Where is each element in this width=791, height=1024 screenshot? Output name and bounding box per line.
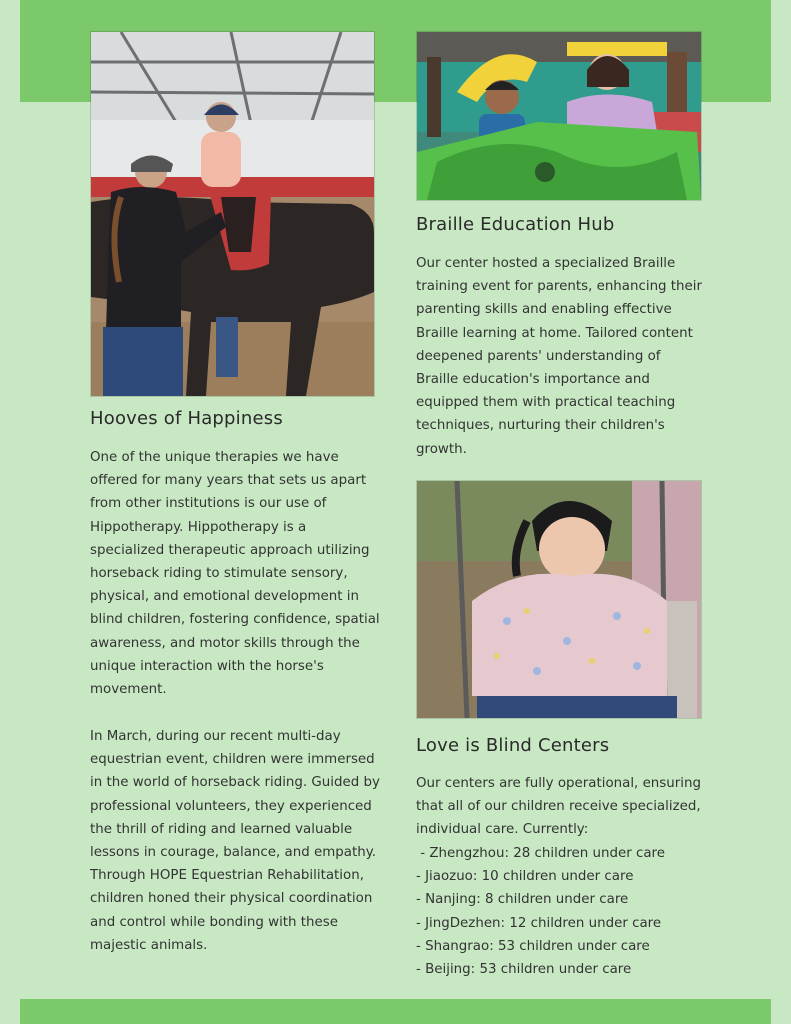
center-city: Shangrao: [425, 938, 490, 954]
centers-list: [416, 842, 716, 981]
center-count: 28: [513, 846, 531, 861]
center-prefix: -: [416, 892, 426, 908]
center-list-item: - Zhengzhou: 28 children under care: [416, 846, 666, 861]
center-prefix: -: [416, 962, 426, 978]
center-prefix: -: [416, 869, 426, 885]
center-list-item: - Beijing: 53 children under care: [416, 962, 632, 978]
center-count: 53: [497, 938, 516, 954]
center-count: 12: [509, 915, 527, 931]
center-list-item: - Nanjing: 8 children under care: [416, 892, 629, 908]
center-suffix: children under care: [515, 938, 650, 954]
center-list-item: - JingDezhen: 12 children under care: [416, 915, 662, 931]
center-list-item: - Jiaozuo: 10 children under care: [416, 869, 634, 885]
center-suffix: children under care: [526, 915, 662, 931]
footer-band: [20, 999, 771, 1024]
center-city: Beijing: [425, 962, 471, 978]
center-count: 8: [485, 892, 494, 908]
hooves-title: Hooves of Happiness: [90, 408, 283, 429]
center-prefix: -: [416, 938, 426, 954]
hooves-paragraph-1: One of the unique therapies we have offered for many years that sets us apart from other institutions is our use of Hippotherapy. Hippotherapy is a specialized therapeutic approach utilizing horseback riding to stimulate sensory, physical, and emotional development in blind children, fostering confidence, spatial awareness, and motor skills through the unique interaction with the horse's movement.: [90, 450, 380, 698]
centers-title: Love is Blind Centers: [416, 735, 610, 756]
center-list-item: - Shangrao: 53 children under care: [416, 938, 650, 954]
center-suffix: children under care: [493, 892, 629, 908]
center-count: 53: [479, 962, 497, 978]
centers-intro: Our centers are fully operational, ensuring that all of our children receive specialized, individual care. Currently:: [416, 776, 701, 838]
center-prefix: -: [416, 846, 430, 861]
braille-title: Braille Education Hub: [416, 214, 615, 235]
center-suffix: children under care: [498, 869, 634, 885]
center-suffix: children under care: [496, 962, 632, 978]
center-count: 10: [481, 869, 499, 885]
braille-event-photo: [416, 31, 702, 201]
hooves-paragraph-2: In March, during our recent multi-day equestrian event, children were immersed in the world of horseback riding. Guided by professional volunteers, they experienced the thrill of riding and learned valuable lessons in courage, balance, and empathy. Through HOPE Equestrian Rehabilitation, children honed their physical coordination and control while bonding with these majestic animals.: [90, 729, 380, 953]
center-city: Nanjing: [425, 892, 477, 908]
center-prefix: -: [416, 915, 426, 931]
center-city: Jiaozuo: [425, 869, 473, 885]
braille-paragraph: Our center hosted a specialized Braille training event for parents, enhancing their parenting skills and enabling effective Braille learning at home. Tailored content deepened parents' understanding of Braille education's importance and equipped them with practical teaching techniques, nurturing their children's growth.: [416, 256, 703, 457]
center-city: Zhengzhou: [429, 846, 505, 861]
horse-riding-photo: [90, 31, 375, 397]
girl-on-swing-photo: [416, 480, 702, 719]
center-suffix: children under care: [530, 846, 666, 861]
center-city: JingDezhen: [425, 915, 501, 931]
